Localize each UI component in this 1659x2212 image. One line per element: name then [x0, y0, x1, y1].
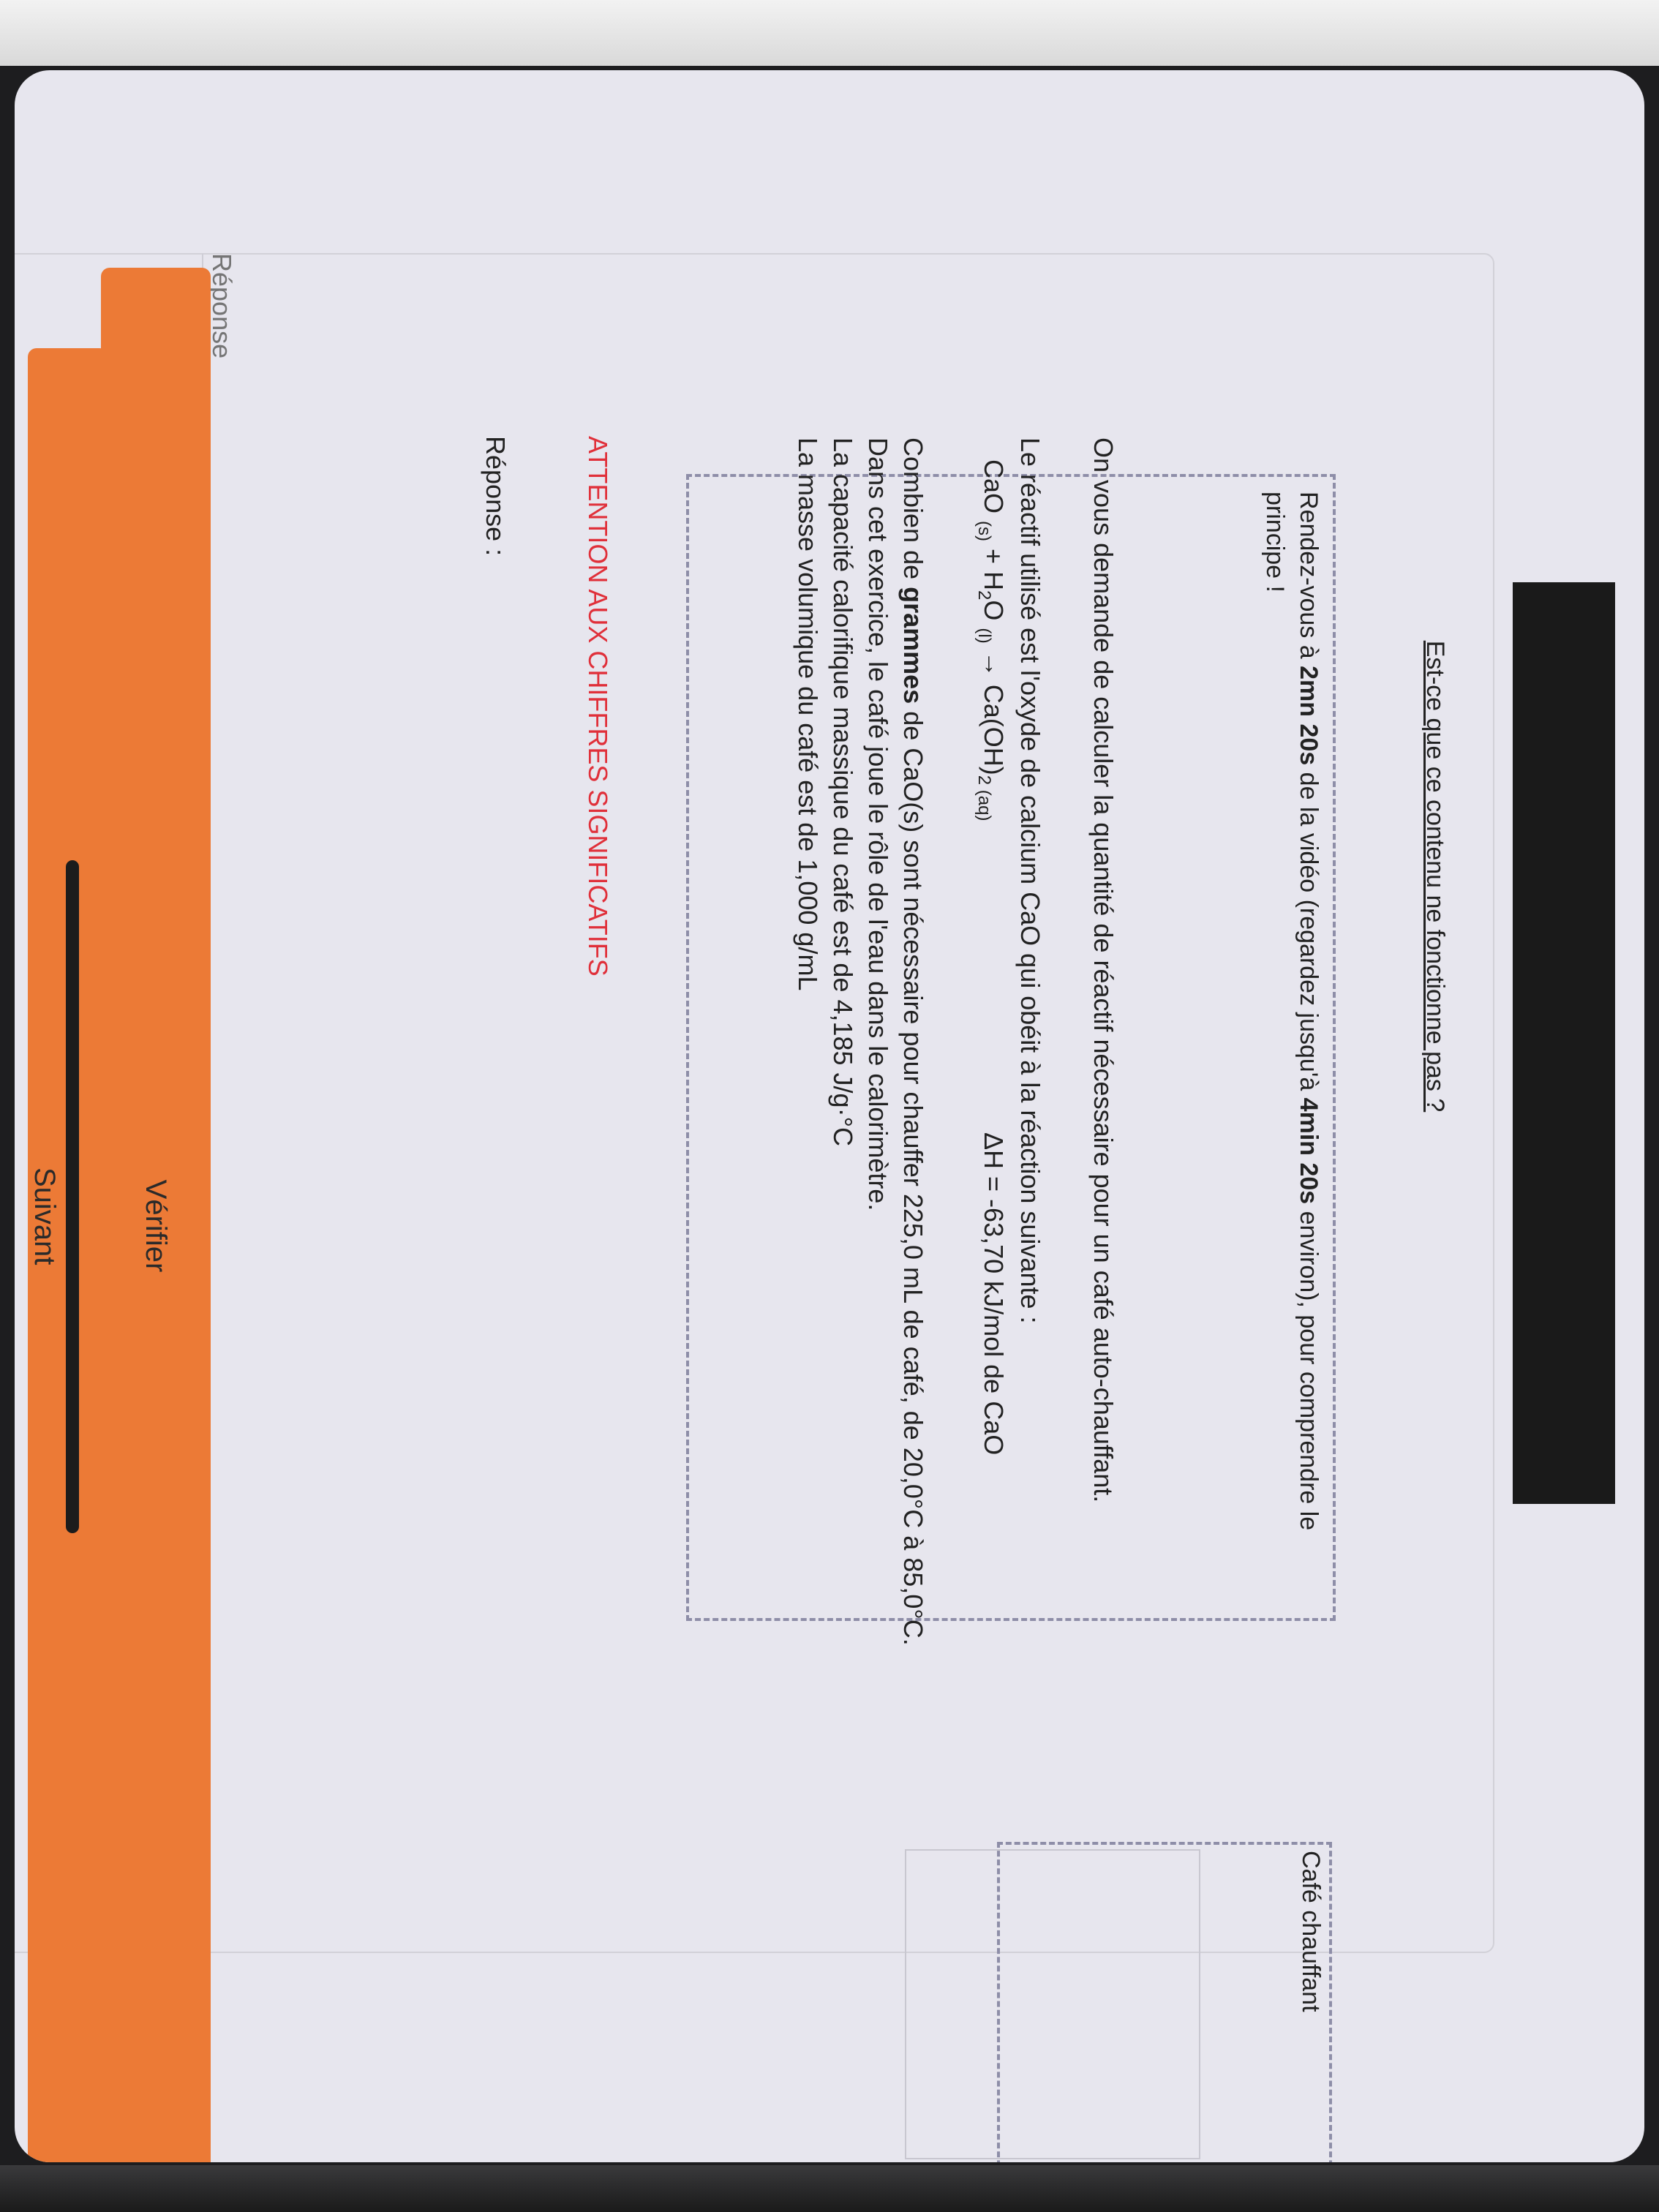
question-text	[896, 437, 930, 1646]
next-button-label: Suivant	[29, 1167, 61, 1265]
fact-line: La masse volumique du café est de 1,000 g/mL	[793, 437, 823, 991]
tablet-screen	[15, 70, 1644, 2162]
subscript-2: 2	[974, 590, 994, 601]
reaction-intro: Le réactif utilisé est l'oxyde de calcium CaO qui obéit à la réaction suivante :	[1015, 437, 1045, 1324]
video-thumbnail-label: Café chauffant	[1297, 1851, 1325, 2012]
reactant-water-h: + H	[979, 541, 1009, 591]
state-aqueous: (aq)	[974, 785, 994, 821]
broken-content-link[interactable]: Est-ce que ce contenu ne fonctionne pas ?	[1421, 640, 1449, 1113]
question-prefix: Combien de	[898, 437, 928, 587]
device-bezel-bottom	[0, 2165, 1659, 2212]
verify-button-label: Vérifier	[140, 1179, 173, 1273]
video-hint-end-time: 4min 20s	[1295, 1097, 1323, 1205]
significant-figures-warning: ATTENTION AUX CHIFFRES SIGNIFICATIFS	[583, 436, 613, 977]
reaction-equation	[967, 459, 1010, 821]
exercise-page	[15, 70, 1630, 2162]
reactant-cao: CaO	[979, 459, 1009, 522]
intro-text: On vous demande de calculer la quantité de réactif nécessaire pour un café auto-chauffant.	[1088, 437, 1118, 1503]
video-hint-text	[1258, 492, 1325, 1589]
video-hint-prefix: Rendez-vous à	[1295, 492, 1323, 666]
video-hint-middle: de la vidéo (regardez jusqu'à	[1295, 765, 1323, 1098]
video-thumbnail-frame[interactable]	[905, 1849, 1200, 2159]
state-liquid: (l)	[974, 628, 994, 644]
verify-button[interactable]	[101, 268, 211, 2162]
answer-label: Réponse :	[481, 436, 511, 557]
product-caoh: → Ca(OH)	[979, 643, 1009, 775]
device-bezel-top	[0, 0, 1659, 66]
enthalpy-value: ΔH = -63,70 kJ/mol de CaO	[979, 1132, 1009, 1456]
video-hint-start-time: 2mn 20s	[1295, 666, 1323, 766]
video-top-strip	[1513, 582, 1615, 1504]
state-solid: (s)	[974, 521, 994, 542]
video-hint-box	[686, 474, 1336, 1621]
fact-line: La capacité calorifique massique du café est de 4,185 J/g·°C	[828, 437, 858, 1146]
question-suffix: de CaO(s) sont nécessaire pour chauffer 225,0 mL de café, de 20,0°C à 85,0°C.	[898, 704, 928, 1646]
video-hint-suffix: environ), pour comprendre le principe !	[1261, 492, 1323, 1531]
next-button-bar	[66, 860, 79, 1533]
question-unit-bold: grammes	[898, 587, 928, 704]
subscript-2-product: 2	[974, 775, 994, 786]
fact-line: Dans cet exercice, le café joue le rôle de l'eau dans le calorimètre.	[863, 437, 893, 1211]
reactant-water-o: O	[979, 600, 1009, 628]
